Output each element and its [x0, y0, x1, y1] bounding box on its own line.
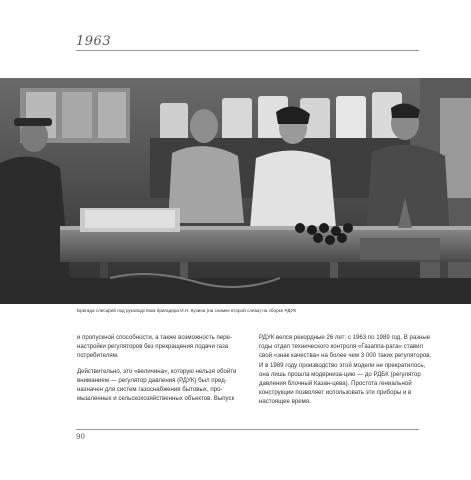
header-divider	[76, 50, 419, 51]
archive-photo	[0, 78, 471, 304]
text-column-left	[77, 333, 252, 409]
paragraph: РДУК велся рекордные 26 лет: с 1963 по 1989 год. В разные годы отдел технического контроля «Газаппа-рата» ставил свой «знак качества» на более чем 3 000 таких регуляторов. И в 1989 году производство этой модели не прекратилось, она лишь прошла модерниза-цию — до РДБК (регулятор давления блочный Казан-цева). Простота гениальной конструкции позволяет использовать эти приборы и в настоящее время.	[259, 334, 432, 406]
paragraph: Действительно, это «величина», которую нельзя обойти вниманием — регулятор давления (РДУК) был пред-назначен для систем газоснабжения бытовых, про-мышленных и сельскохозяйственных объектов. Выпуск	[77, 367, 237, 403]
chapter-year: 1963	[76, 34, 112, 49]
photo-caption: Бригада слесарей под руководством бригадира И.Н. Кузина (на снимке второй слева) на сборке РДУК	[77, 308, 297, 313]
paragraph: и пропускной способности, а также возможность пере-настройки регуляторов без прекращения подачи газа потребителям.	[77, 334, 232, 360]
text-column-right	[259, 333, 434, 413]
page-number: 90	[76, 433, 85, 441]
footer-divider	[76, 429, 419, 430]
